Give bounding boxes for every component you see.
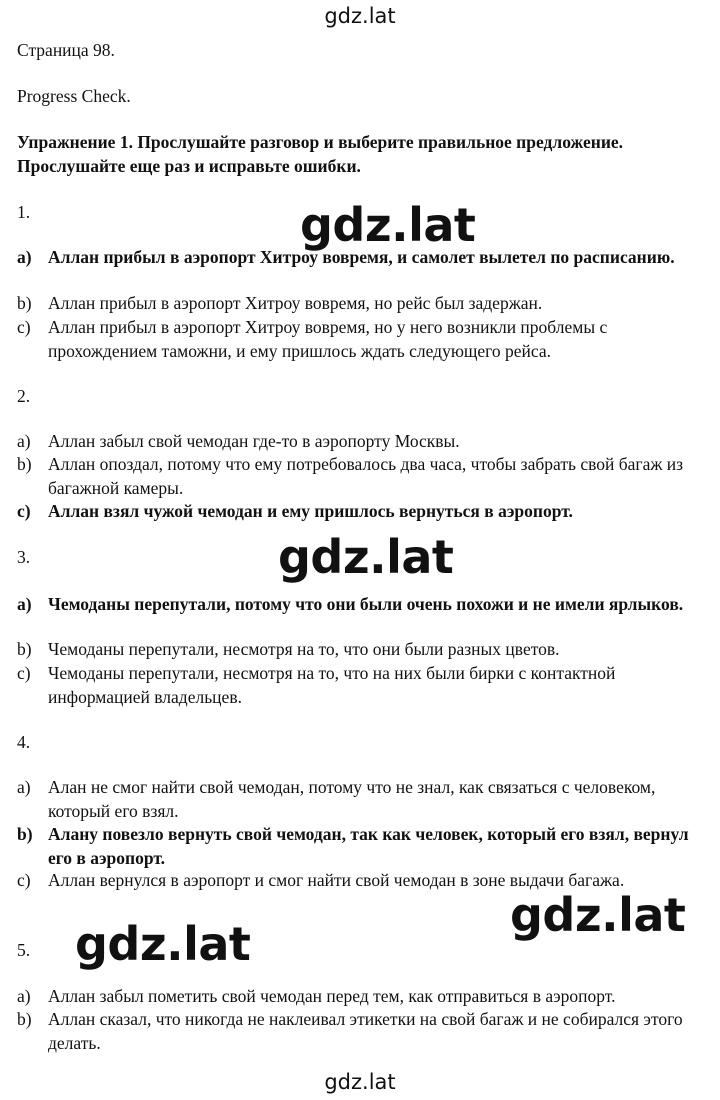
option-letter: b) xyxy=(17,293,32,313)
section-title: Progress Check. xyxy=(17,86,131,106)
question-number: 5. xyxy=(17,940,31,960)
option-text: Аллан взял чужой чемодан и ему пришлось вернуться в аэропорт. xyxy=(48,501,573,521)
option-letter: c) xyxy=(17,870,31,890)
answer-option-correct xyxy=(17,499,707,523)
option-letter: c) xyxy=(17,663,31,683)
option-letter: a) xyxy=(17,247,32,267)
option-text: Аллан забыл свой чемодан где-то в аэропорту Москвы. xyxy=(48,431,460,451)
option-text: Алан не смог найти свой чемодан, потому что не знал, как связаться с человеком, который его взял. xyxy=(48,777,656,821)
option-letter: b) xyxy=(17,454,32,474)
option-letter: a) xyxy=(17,777,31,797)
option-text: Аллан вернулся в аэропорт и смог найти свой чемодан в зоне выдачи багажа. xyxy=(48,870,625,890)
question-number: 3. xyxy=(17,547,31,567)
option-text: Аллан опоздал, потому что ему потребовалось два часа, чтобы забрать свой багаж из багажной камеры. xyxy=(48,454,684,498)
option-text: Чемоданы перепутали, несмотря на то, что на них были бирки с контактной информацией владельцев. xyxy=(48,663,616,707)
answer-option xyxy=(17,1007,707,1055)
option-letter: a) xyxy=(17,986,31,1006)
option-letter: b) xyxy=(17,1009,32,1029)
page-label: Страница 98. xyxy=(17,40,115,60)
watermark-overlay: gdz.lat xyxy=(75,917,251,971)
answer-option xyxy=(17,291,707,315)
watermark-bottom: gdz.lat xyxy=(324,1070,396,1094)
exercise-heading: Упражнение 1. Прослушайте разговор и выберите правильное предложение. Прослушайте еще раз и исправьте ошибки. xyxy=(17,132,624,176)
option-text: Аллан сказал, что никогда не наклеивал этикетки на свой багаж и не собирался этого делать. xyxy=(48,1009,683,1053)
option-text: Аллан забыл пометить свой чемодан перед тем, как отправиться в аэропорт. xyxy=(48,986,616,1006)
option-text: Аллан прибыл в аэропорт Хитроу вовремя, но рейс был задержан. xyxy=(48,293,543,313)
option-letter: a) xyxy=(17,431,31,451)
question-number: 1. xyxy=(17,202,31,222)
answer-option xyxy=(17,452,707,500)
option-letter: a) xyxy=(17,594,32,614)
answer-option xyxy=(17,315,707,363)
option-letter: c) xyxy=(17,317,31,337)
option-text: Алану повезло вернуть свой чемодан, так как человек, который его взял, вернул его в аэропорт. xyxy=(48,824,689,868)
option-text: Аллан прибыл в аэропорт Хитроу вовремя, и самолет вылетел по расписанию. xyxy=(48,247,675,267)
answer-option xyxy=(17,661,707,709)
answer-option-correct xyxy=(17,822,707,870)
answer-option xyxy=(17,775,707,823)
answer-option-correct xyxy=(17,592,707,616)
option-letter: b) xyxy=(17,639,32,659)
option-text: Чемоданы перепутали, потому что они были очень похожи и не имели ярлыков. xyxy=(48,594,684,614)
answer-option xyxy=(17,984,707,1008)
answer-option xyxy=(17,637,707,661)
watermark-overlay: gdz.lat xyxy=(300,198,476,252)
option-letter: c) xyxy=(17,501,31,521)
watermark-overlay: gdz.lat xyxy=(510,888,686,942)
watermark-top: gdz.lat xyxy=(324,4,396,28)
option-text: Аллан прибыл в аэропорт Хитроу вовремя, но у него возникли проблемы с прохождением таможни, и ему пришлось ждать следующего рейса. xyxy=(48,317,608,361)
option-letter: b) xyxy=(17,824,33,844)
watermark-overlay: gdz.lat xyxy=(278,530,454,584)
option-text: Чемоданы перепутали, несмотря на то, что они были разных цветов. xyxy=(48,639,560,659)
answer-option xyxy=(17,429,707,453)
question-number: 2. xyxy=(17,386,31,406)
question-number: 4. xyxy=(17,732,31,752)
